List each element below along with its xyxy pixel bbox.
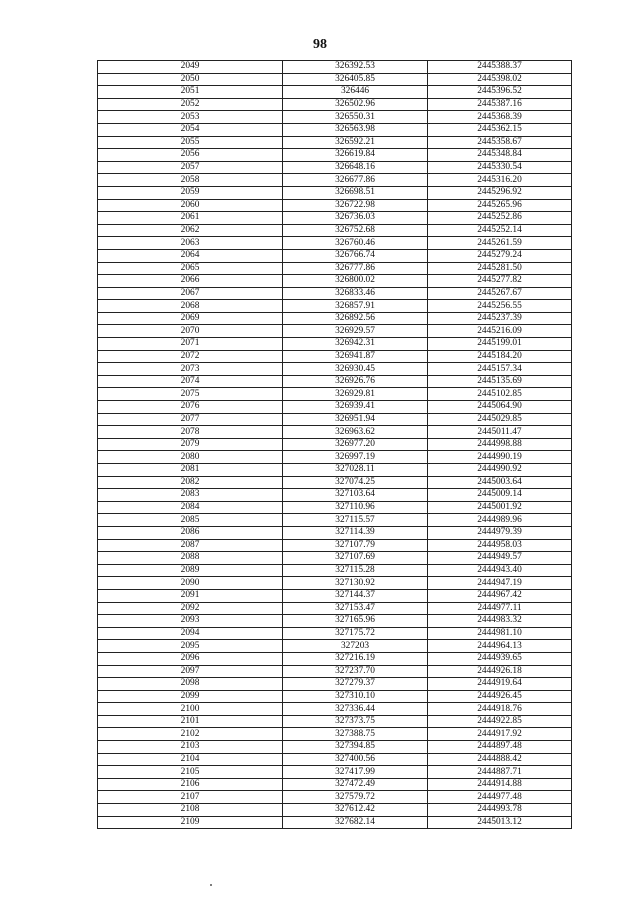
- table-row: [98, 816, 572, 829]
- table-row: [98, 640, 572, 653]
- table-row: [98, 249, 572, 262]
- x-coordinate-cell: 327175.72: [283, 627, 428, 640]
- x-coordinate-cell: 327130.92: [283, 577, 428, 590]
- x-coordinate-cell: 326502.96: [283, 98, 428, 111]
- point-number-cell: 2070: [98, 325, 283, 338]
- x-coordinate-cell: 327028.11: [283, 464, 428, 477]
- table-row: [98, 338, 572, 351]
- x-coordinate-cell: 326446: [283, 86, 428, 99]
- table-row: [98, 577, 572, 590]
- table-row: [98, 149, 572, 162]
- x-coordinate-cell: 326942.31: [283, 338, 428, 351]
- point-number-cell: 2078: [98, 426, 283, 439]
- table-row: [98, 401, 572, 414]
- point-number-cell: 2081: [98, 464, 283, 477]
- x-coordinate-cell: 327310.10: [283, 690, 428, 703]
- x-coordinate-cell: 327216.19: [283, 652, 428, 665]
- x-coordinate-cell: 326766.74: [283, 249, 428, 262]
- x-coordinate-cell: 327107.69: [283, 552, 428, 565]
- y-coordinate-cell: 2445362.15: [428, 123, 572, 136]
- y-coordinate-cell: 2445237.39: [428, 312, 572, 325]
- x-coordinate-cell: 326926.76: [283, 375, 428, 388]
- x-coordinate-cell: 327144.37: [283, 589, 428, 602]
- table-row: [98, 539, 572, 552]
- table-row: [98, 741, 572, 754]
- y-coordinate-cell: 2444943.40: [428, 564, 572, 577]
- point-number-cell: 2100: [98, 703, 283, 716]
- y-coordinate-cell: 2445029.85: [428, 413, 572, 426]
- x-coordinate-cell: 327612.42: [283, 804, 428, 817]
- point-number-cell: 2050: [98, 73, 283, 86]
- table-row: [98, 300, 572, 313]
- x-coordinate-cell: 326648.16: [283, 161, 428, 174]
- table-row: [98, 665, 572, 678]
- point-number-cell: 2107: [98, 791, 283, 804]
- table-row: [98, 476, 572, 489]
- y-coordinate-cell: 2445279.24: [428, 249, 572, 262]
- y-coordinate-cell: 2444926.18: [428, 665, 572, 678]
- x-coordinate-cell: 327279.37: [283, 678, 428, 691]
- point-number-cell: 2091: [98, 589, 283, 602]
- x-coordinate-cell: 326563.98: [283, 123, 428, 136]
- point-number-cell: 2076: [98, 401, 283, 414]
- point-number-cell: 2095: [98, 640, 283, 653]
- table-row: [98, 98, 572, 111]
- x-coordinate-cell: 327114.39: [283, 526, 428, 539]
- table-row: [98, 791, 572, 804]
- point-number-cell: 2066: [98, 275, 283, 288]
- x-coordinate-cell: 327373.75: [283, 715, 428, 728]
- point-number-cell: 2080: [98, 451, 283, 464]
- x-coordinate-cell: 326677.86: [283, 174, 428, 187]
- x-coordinate-cell: 327579.72: [283, 791, 428, 804]
- point-number-cell: 2061: [98, 212, 283, 225]
- table-row: [98, 451, 572, 464]
- table-row: [98, 438, 572, 451]
- x-coordinate-cell: 327394.85: [283, 741, 428, 754]
- table-row: [98, 123, 572, 136]
- table-row: [98, 363, 572, 376]
- point-number-cell: 2094: [98, 627, 283, 640]
- table-row: [98, 728, 572, 741]
- y-coordinate-cell: 2445001.92: [428, 501, 572, 514]
- x-coordinate-cell: 327417.99: [283, 766, 428, 779]
- y-coordinate-cell: 2444977.48: [428, 791, 572, 804]
- y-coordinate-cell: 2444979.39: [428, 526, 572, 539]
- table-row: [98, 703, 572, 716]
- x-coordinate-cell: 326722.98: [283, 199, 428, 212]
- table-row: [98, 350, 572, 363]
- table-row: [98, 325, 572, 338]
- y-coordinate-cell: 2445013.12: [428, 816, 572, 829]
- x-coordinate-cell: 326997.19: [283, 451, 428, 464]
- x-coordinate-cell: 327074.25: [283, 476, 428, 489]
- table-row: [98, 464, 572, 477]
- point-number-cell: 2064: [98, 249, 283, 262]
- y-coordinate-cell: 2445064.90: [428, 401, 572, 414]
- point-number-cell: 2069: [98, 312, 283, 325]
- table-row: [98, 262, 572, 275]
- x-coordinate-cell: 327115.57: [283, 514, 428, 527]
- table-row: [98, 804, 572, 817]
- table-row: [98, 602, 572, 615]
- x-coordinate-cell: 327400.56: [283, 753, 428, 766]
- y-coordinate-cell: 2444918.76: [428, 703, 572, 716]
- table-row: [98, 766, 572, 779]
- table-row: [98, 715, 572, 728]
- table-row: [98, 526, 572, 539]
- y-coordinate-cell: 2445256.55: [428, 300, 572, 313]
- y-coordinate-cell: 2444967.42: [428, 589, 572, 602]
- y-coordinate-cell: 2444958.03: [428, 539, 572, 552]
- x-coordinate-cell: 327388.75: [283, 728, 428, 741]
- y-coordinate-cell: 2445296.92: [428, 186, 572, 199]
- table-row: [98, 501, 572, 514]
- table-row: [98, 690, 572, 703]
- table-row: [98, 212, 572, 225]
- coordinates-table-body: [98, 61, 572, 829]
- x-coordinate-cell: 327103.64: [283, 489, 428, 502]
- point-number-cell: 2071: [98, 338, 283, 351]
- y-coordinate-cell: 2444981.10: [428, 627, 572, 640]
- y-coordinate-cell: 2445135.69: [428, 375, 572, 388]
- table-row: [98, 224, 572, 237]
- point-number-cell: 2093: [98, 615, 283, 628]
- point-number-cell: 2075: [98, 388, 283, 401]
- y-coordinate-cell: 2445009.14: [428, 489, 572, 502]
- y-coordinate-cell: 2444914.88: [428, 778, 572, 791]
- y-coordinate-cell: 2444897.48: [428, 741, 572, 754]
- table-row: [98, 161, 572, 174]
- y-coordinate-cell: 2445252.86: [428, 212, 572, 225]
- table-row: [98, 615, 572, 628]
- y-coordinate-cell: 2444977.11: [428, 602, 572, 615]
- x-coordinate-cell: 327110.96: [283, 501, 428, 514]
- table-row: [98, 86, 572, 99]
- x-coordinate-cell: 327336.44: [283, 703, 428, 716]
- y-coordinate-cell: 2444989.96: [428, 514, 572, 527]
- point-number-cell: 2082: [98, 476, 283, 489]
- table-row: [98, 375, 572, 388]
- table-row: [98, 388, 572, 401]
- point-number-cell: 2053: [98, 111, 283, 124]
- table-row: [98, 199, 572, 212]
- point-number-cell: 2063: [98, 237, 283, 250]
- x-coordinate-cell: 326592.21: [283, 136, 428, 149]
- point-number-cell: 2074: [98, 375, 283, 388]
- point-number-cell: 2092: [98, 602, 283, 615]
- y-coordinate-cell: 2445277.82: [428, 275, 572, 288]
- y-coordinate-cell: 2444887.71: [428, 766, 572, 779]
- point-number-cell: 2085: [98, 514, 283, 527]
- point-number-cell: 2088: [98, 552, 283, 565]
- y-coordinate-cell: 2445348.84: [428, 149, 572, 162]
- point-number-cell: 2084: [98, 501, 283, 514]
- y-coordinate-cell: 2445281.50: [428, 262, 572, 275]
- y-coordinate-cell: 2445396.52: [428, 86, 572, 99]
- y-coordinate-cell: 2444964.13: [428, 640, 572, 653]
- table-row: [98, 413, 572, 426]
- x-coordinate-cell: 327115.28: [283, 564, 428, 577]
- point-number-cell: 2087: [98, 539, 283, 552]
- x-coordinate-cell: 326405.85: [283, 73, 428, 86]
- table-row: [98, 312, 572, 325]
- point-number-cell: 2101: [98, 715, 283, 728]
- table-row: [98, 652, 572, 665]
- y-coordinate-cell: 2444949.57: [428, 552, 572, 565]
- point-number-cell: 2109: [98, 816, 283, 829]
- y-coordinate-cell: 2445388.37: [428, 61, 572, 74]
- y-coordinate-cell: 2444998.88: [428, 438, 572, 451]
- point-number-cell: 2086: [98, 526, 283, 539]
- table-row: [98, 136, 572, 149]
- y-coordinate-cell: 2444983.32: [428, 615, 572, 628]
- table-row: [98, 111, 572, 124]
- point-number-cell: 2065: [98, 262, 283, 275]
- x-coordinate-cell: 327203: [283, 640, 428, 653]
- table-row: [98, 489, 572, 502]
- x-coordinate-cell: 326777.86: [283, 262, 428, 275]
- x-coordinate-cell: 326951.94: [283, 413, 428, 426]
- page-number: 98: [313, 37, 327, 52]
- table-row: [98, 287, 572, 300]
- x-coordinate-cell: 326698.51: [283, 186, 428, 199]
- y-coordinate-cell: 2445265.96: [428, 199, 572, 212]
- table-row: [98, 275, 572, 288]
- coordinates-table: [97, 60, 572, 829]
- point-number-cell: 2090: [98, 577, 283, 590]
- point-number-cell: 2055: [98, 136, 283, 149]
- point-number-cell: 2089: [98, 564, 283, 577]
- y-coordinate-cell: 2445387.16: [428, 98, 572, 111]
- point-number-cell: 2054: [98, 123, 283, 136]
- x-coordinate-cell: 327107.79: [283, 539, 428, 552]
- point-number-cell: 2059: [98, 186, 283, 199]
- y-coordinate-cell: 2445358.67: [428, 136, 572, 149]
- x-coordinate-cell: 327237.70: [283, 665, 428, 678]
- point-number-cell: 2051: [98, 86, 283, 99]
- x-coordinate-cell: 326833.46: [283, 287, 428, 300]
- y-coordinate-cell: 2445398.02: [428, 73, 572, 86]
- y-coordinate-cell: 2445003.64: [428, 476, 572, 489]
- x-coordinate-cell: 326736.03: [283, 212, 428, 225]
- x-coordinate-cell: 326619.84: [283, 149, 428, 162]
- x-coordinate-cell: 326977.20: [283, 438, 428, 451]
- point-number-cell: 2079: [98, 438, 283, 451]
- table-row: [98, 552, 572, 565]
- point-number-cell: 2057: [98, 161, 283, 174]
- point-number-cell: 2049: [98, 61, 283, 74]
- point-number-cell: 2083: [98, 489, 283, 502]
- y-coordinate-cell: 2444926.45: [428, 690, 572, 703]
- table-row: [98, 237, 572, 250]
- point-number-cell: 2073: [98, 363, 283, 376]
- table-row: [98, 589, 572, 602]
- table-row: [98, 753, 572, 766]
- point-number-cell: 2108: [98, 804, 283, 817]
- y-coordinate-cell: 2444993.78: [428, 804, 572, 817]
- table-row: [98, 678, 572, 691]
- table-row: [98, 514, 572, 527]
- point-number-cell: 2072: [98, 350, 283, 363]
- x-coordinate-cell: 326800.02: [283, 275, 428, 288]
- x-coordinate-cell: 326550.31: [283, 111, 428, 124]
- y-coordinate-cell: 2445252.14: [428, 224, 572, 237]
- y-coordinate-cell: 2445199.01: [428, 338, 572, 351]
- point-number-cell: 2105: [98, 766, 283, 779]
- y-coordinate-cell: 2444939.65: [428, 652, 572, 665]
- point-number-cell: 2099: [98, 690, 283, 703]
- point-number-cell: 2096: [98, 652, 283, 665]
- x-coordinate-cell: 327682.14: [283, 816, 428, 829]
- x-coordinate-cell: 326392.53: [283, 61, 428, 74]
- x-coordinate-cell: 327153.47: [283, 602, 428, 615]
- x-coordinate-cell: 327165.96: [283, 615, 428, 628]
- y-coordinate-cell: 2445216.09: [428, 325, 572, 338]
- y-coordinate-cell: 2444990.92: [428, 464, 572, 477]
- y-coordinate-cell: 2445368.39: [428, 111, 572, 124]
- y-coordinate-cell: 2445261.59: [428, 237, 572, 250]
- point-number-cell: 2058: [98, 174, 283, 187]
- x-coordinate-cell: 326941.87: [283, 350, 428, 363]
- x-coordinate-cell: 326760.46: [283, 237, 428, 250]
- y-coordinate-cell: 2444990.19: [428, 451, 572, 464]
- x-coordinate-cell: 326929.57: [283, 325, 428, 338]
- point-number-cell: 2052: [98, 98, 283, 111]
- y-coordinate-cell: 2445316.20: [428, 174, 572, 187]
- y-coordinate-cell: 2445184.20: [428, 350, 572, 363]
- y-coordinate-cell: 2445102.85: [428, 388, 572, 401]
- table-row: [98, 778, 572, 791]
- x-coordinate-cell: 326752.68: [283, 224, 428, 237]
- point-number-cell: 2097: [98, 665, 283, 678]
- point-number-cell: 2098: [98, 678, 283, 691]
- point-number-cell: 2104: [98, 753, 283, 766]
- x-coordinate-cell: 326939.41: [283, 401, 428, 414]
- y-coordinate-cell: 2444922.85: [428, 715, 572, 728]
- x-coordinate-cell: 326930.45: [283, 363, 428, 376]
- y-coordinate-cell: 2444947.19: [428, 577, 572, 590]
- x-coordinate-cell: 326963.62: [283, 426, 428, 439]
- point-number-cell: 2056: [98, 149, 283, 162]
- point-number-cell: 2062: [98, 224, 283, 237]
- x-coordinate-cell: 326929.81: [283, 388, 428, 401]
- table-row: [98, 186, 572, 199]
- x-coordinate-cell: 326857.91: [283, 300, 428, 313]
- y-coordinate-cell: 2444919.64: [428, 678, 572, 691]
- point-number-cell: 2102: [98, 728, 283, 741]
- point-number-cell: 2067: [98, 287, 283, 300]
- y-coordinate-cell: 2445157.34: [428, 363, 572, 376]
- y-coordinate-cell: 2444917.92: [428, 728, 572, 741]
- y-coordinate-cell: 2445011.47: [428, 426, 572, 439]
- table-row: [98, 174, 572, 187]
- table-row: [98, 426, 572, 439]
- table-row: [98, 61, 572, 74]
- x-coordinate-cell: 327472.49: [283, 778, 428, 791]
- y-coordinate-cell: 2445330.54: [428, 161, 572, 174]
- table-row: [98, 564, 572, 577]
- y-coordinate-cell: 2444888.42: [428, 753, 572, 766]
- point-number-cell: 2103: [98, 741, 283, 754]
- point-number-cell: 2060: [98, 199, 283, 212]
- x-coordinate-cell: 326892.56: [283, 312, 428, 325]
- stray-dot: [210, 884, 212, 886]
- y-coordinate-cell: 2445267.67: [428, 287, 572, 300]
- point-number-cell: 2106: [98, 778, 283, 791]
- table-row: [98, 73, 572, 86]
- point-number-cell: 2068: [98, 300, 283, 313]
- point-number-cell: 2077: [98, 413, 283, 426]
- table-row: [98, 627, 572, 640]
